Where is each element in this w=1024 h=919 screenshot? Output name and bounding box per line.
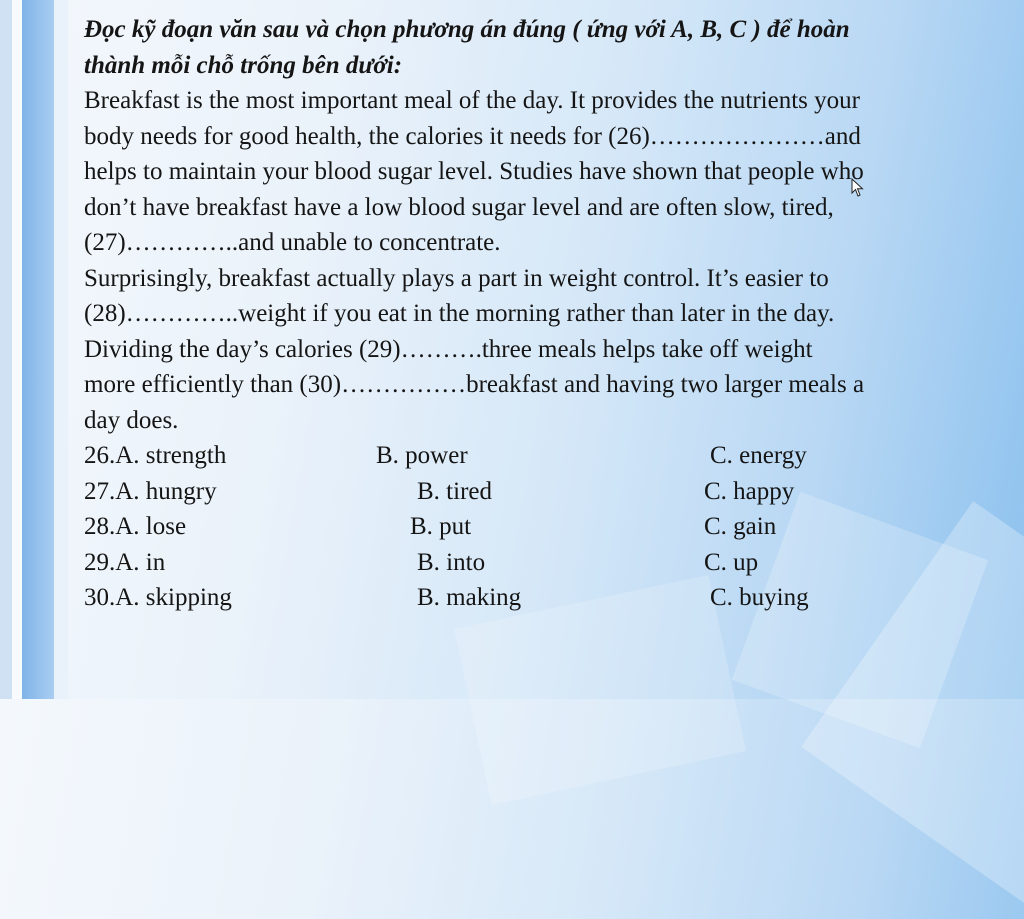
option-c: C. energy: [710, 442, 807, 469]
question-row-29: [84, 545, 1014, 581]
question-row-27: [84, 474, 1014, 510]
reading-passage: [84, 83, 1014, 438]
passage-line: don’t have breakfast have a low blood sugar level and are often slow, tired,: [84, 193, 834, 221]
option-a: 28.A. lose: [84, 513, 187, 540]
option-a: 29.A. in: [84, 548, 166, 576]
option-c: C. happy: [704, 477, 795, 505]
option-c: C. up: [704, 548, 759, 576]
left-border-stripe: [22, 0, 54, 699]
passage-line: Breakfast is the most important meal of the day. It provides the nutrients your: [84, 87, 860, 114]
option-a: 27.A. hungry: [84, 477, 217, 505]
passage-line: Surprisingly, breakfast actually plays a part in weight control. It’s easier to: [84, 264, 829, 292]
option-c: C. buying: [710, 584, 809, 611]
instruction-line: thành mỗi chỗ trống bên dưới:: [84, 51, 403, 79]
passage-line: Dividing the day’s calories (29)……….three meals helps take off weight: [84, 335, 813, 363]
mouse-cursor-icon: [851, 178, 865, 198]
left-border-stripe: [0, 0, 12, 699]
option-a: 30.A. skipping: [84, 584, 232, 611]
option-b: B. power: [376, 442, 468, 469]
exercise-document: [84, 12, 1014, 616]
passage-line: (28)…………..weight if you eat in the morning rather than later in the day.: [84, 300, 835, 327]
instruction-line: Đọc kỹ đoạn văn sau và chọn phương án đúng ( ứng với A, B, C ) để hoàn: [84, 16, 850, 43]
answer-options: [84, 438, 1014, 616]
option-b: B. making: [417, 584, 522, 611]
left-border-stripe: [54, 0, 68, 699]
option-b: B. into: [417, 548, 486, 576]
option-c: C. gain: [704, 513, 777, 540]
option-a: 26.A. strength: [84, 442, 227, 469]
passage-line: helps to maintain your blood sugar level. Studies have shown that people who: [84, 158, 864, 185]
option-b: B. put: [410, 513, 472, 540]
passage-line: day does.: [84, 406, 179, 434]
option-b: B. tired: [417, 477, 492, 505]
left-border-stripe: [12, 0, 22, 699]
instruction-heading: [84, 12, 1014, 83]
passage-line: (27)…………..and unable to concentrate.: [84, 229, 501, 256]
question-row-28: [84, 509, 1014, 545]
question-row-30: [84, 580, 1014, 616]
passage-line: body needs for good health, the calories it needs for (26)…………………and: [84, 122, 861, 150]
question-row-26: [84, 438, 1014, 474]
passage-line: more efficiently than (30)……………breakfast and having two larger meals a: [84, 371, 865, 398]
